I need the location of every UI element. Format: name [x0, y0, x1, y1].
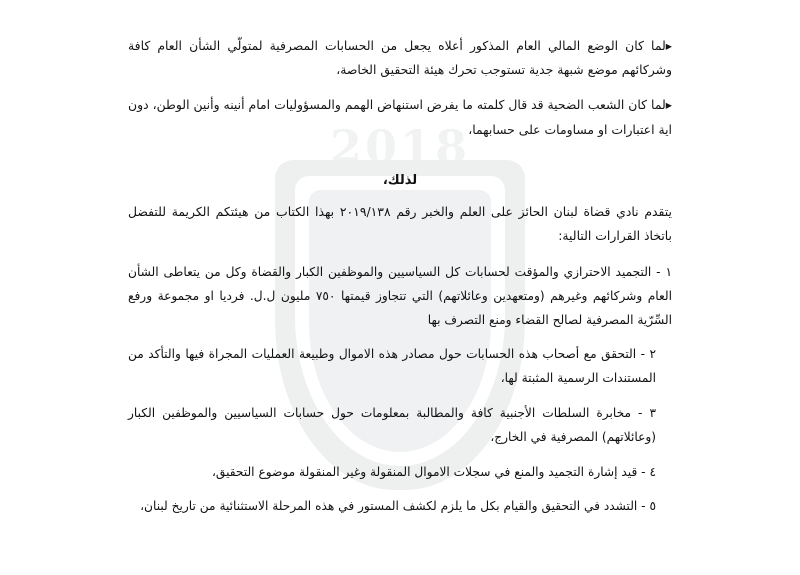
watermark-year: 2018	[329, 120, 471, 174]
spacer	[128, 153, 672, 159]
preamble-paragraph-2: ▸لما كان الشعب الضحية قد قال كلمته ما يفرض استنهاض الهمم والمسؤوليات امام أنينه وأنين الوطن، دون اية اعتبارات او مساومات على حسابهما،	[128, 97, 672, 137]
list-item: ٣ - مخابرة السلطات الأجنبية كافة والمطالبة بمعلومات حول حسابات السياسيين والموظفين الكبار (وعائلاتهم) المصرفية في الخارج،	[128, 406, 656, 444]
list-item: ١ - التجميد الاحترازي والمؤقت لحسابات كل السياسيين والموظفين الكبار والقضاة وكل من يتعاطى الشأن العام وشركائهم وغيرهم (ومتعهدين وعائلاتهم) التي تتجاوز قيمتها ٧٥٠ مليون ل.ل. فرديا او مجموعة ورفع السِّرّية المصرفية لصالح القضاء ومنع التصرف بها	[128, 265, 673, 327]
intro-paragraph: يتقدم نادي قضاة لبنان الحائز على العلم والخبر رقم ٢٠١٩/١٣٨ بهذا الكتاب من هيئتكم الكريمة للتفضل باتخاذ القرارات التالية:	[128, 203, 672, 243]
list-item: ٥ - التشدد في التحقيق والقيام بكل ما يلزم لكشف المستور في هذه المرحلة الاستثنائية من تاريخ لبنان،	[140, 499, 656, 514]
list-item: ٤ - قيد إشارة التجميد والمنع في سجلات الاموال المنقولة وغير المنقولة موضوع التحقيق،	[211, 464, 656, 479]
section-heading: لذلك،	[382, 172, 418, 188]
list-item: ٢ - التحقق مع أصحاب هذه الحسابات حول مصادر هذه الاموال وطبيعة العمليات المجراة فيها والتأكد من المستندات الرسمية المثبتة لها،	[128, 347, 656, 386]
preamble-paragraph-1: ▸لما كان الوضع المالي العام المذكور أعلاه يجعل من الحسابات المصرفية لمتولّي الشأن العام كافة وشركائهم موضع شبهة جدية تستوجب تحرك هيئة التحقيق الخاصة،	[128, 38, 672, 78]
